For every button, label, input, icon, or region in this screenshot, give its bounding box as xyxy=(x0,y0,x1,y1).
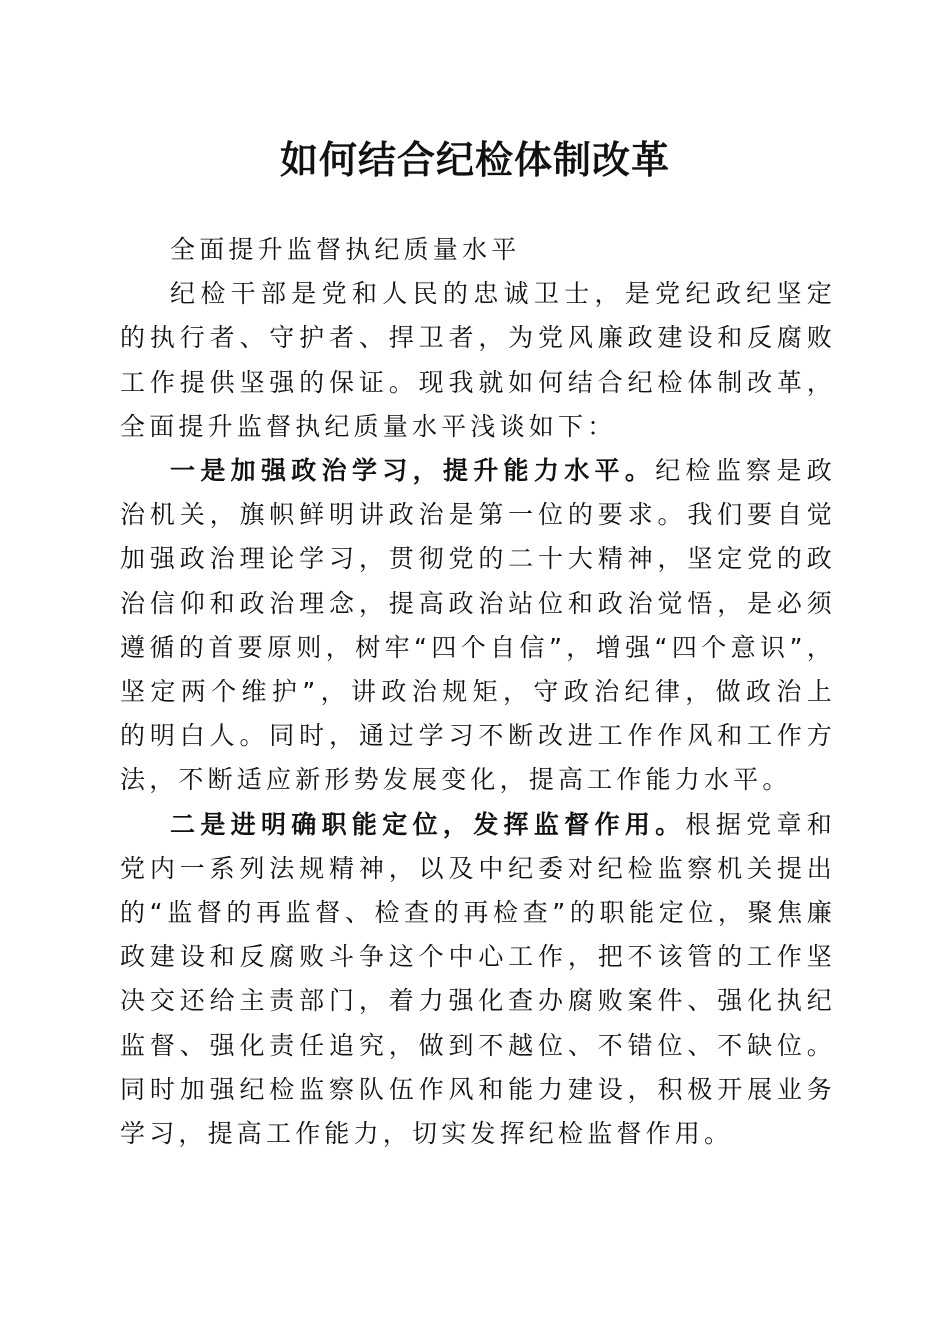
section-1-lead: 一是加强政治学习，提升能力水平。 xyxy=(170,456,656,486)
document-title: 如何结合纪检体制改革 xyxy=(279,137,670,182)
section-paragraph-1 xyxy=(120,449,836,803)
section-1-body: 纪检监察是政治机关，旗帜鲜明讲政治是第一位的要求。我们要自觉加强政治理论学习，贯彻党的二十大精神，坚定党的政治信仰和政治理念，提高政治站位和政治觉悟，是必须遵循的首要原则，树牢“四个自信”，增强“四个意识”，坚定两个维护”，讲政治规矩，守政治纪律，做政治上的明白人。同时，通过学习不断改进工作作风和工作方法，不断适应新形势发展变化，提高工作能力水平。 xyxy=(120,456,837,795)
intro-paragraph: 纪检干部是党和人民的忠诚卫士，是党纪政纪坚定的执行者、守护者、捍卫者，为党风廉政建设和反腐败工作提供坚强的保证。现我就如何结合纪检体制改革，全面提升监督执纪质量水平浅谈如下： xyxy=(120,279,836,441)
subtitle-paragraph: 全面提升监督执纪质量水平 xyxy=(170,235,521,264)
section-2-body: 根据党章和党内一系列法规精神，以及中纪委对纪检监察机关提出的“监督的再监督、检查的再检查”的职能定位，聚焦廉政建设和反腐败斗争这个中心工作，把不该管的工作坚决交还给主责部门，着力强化查办腐败案件、强化执纪监督、强化责任追究，做到不越位、不错位、不缺位。同时加强纪检监察队伍作风和能力建设，积极开展业务学习，提高工作能力，切实发挥纪检监督作用。 xyxy=(120,809,836,1149)
document-body xyxy=(120,228,836,1156)
section-2-lead: 二是进明确职能定位，发挥监督作用。 xyxy=(170,809,686,839)
section-paragraph-2 xyxy=(120,803,836,1157)
